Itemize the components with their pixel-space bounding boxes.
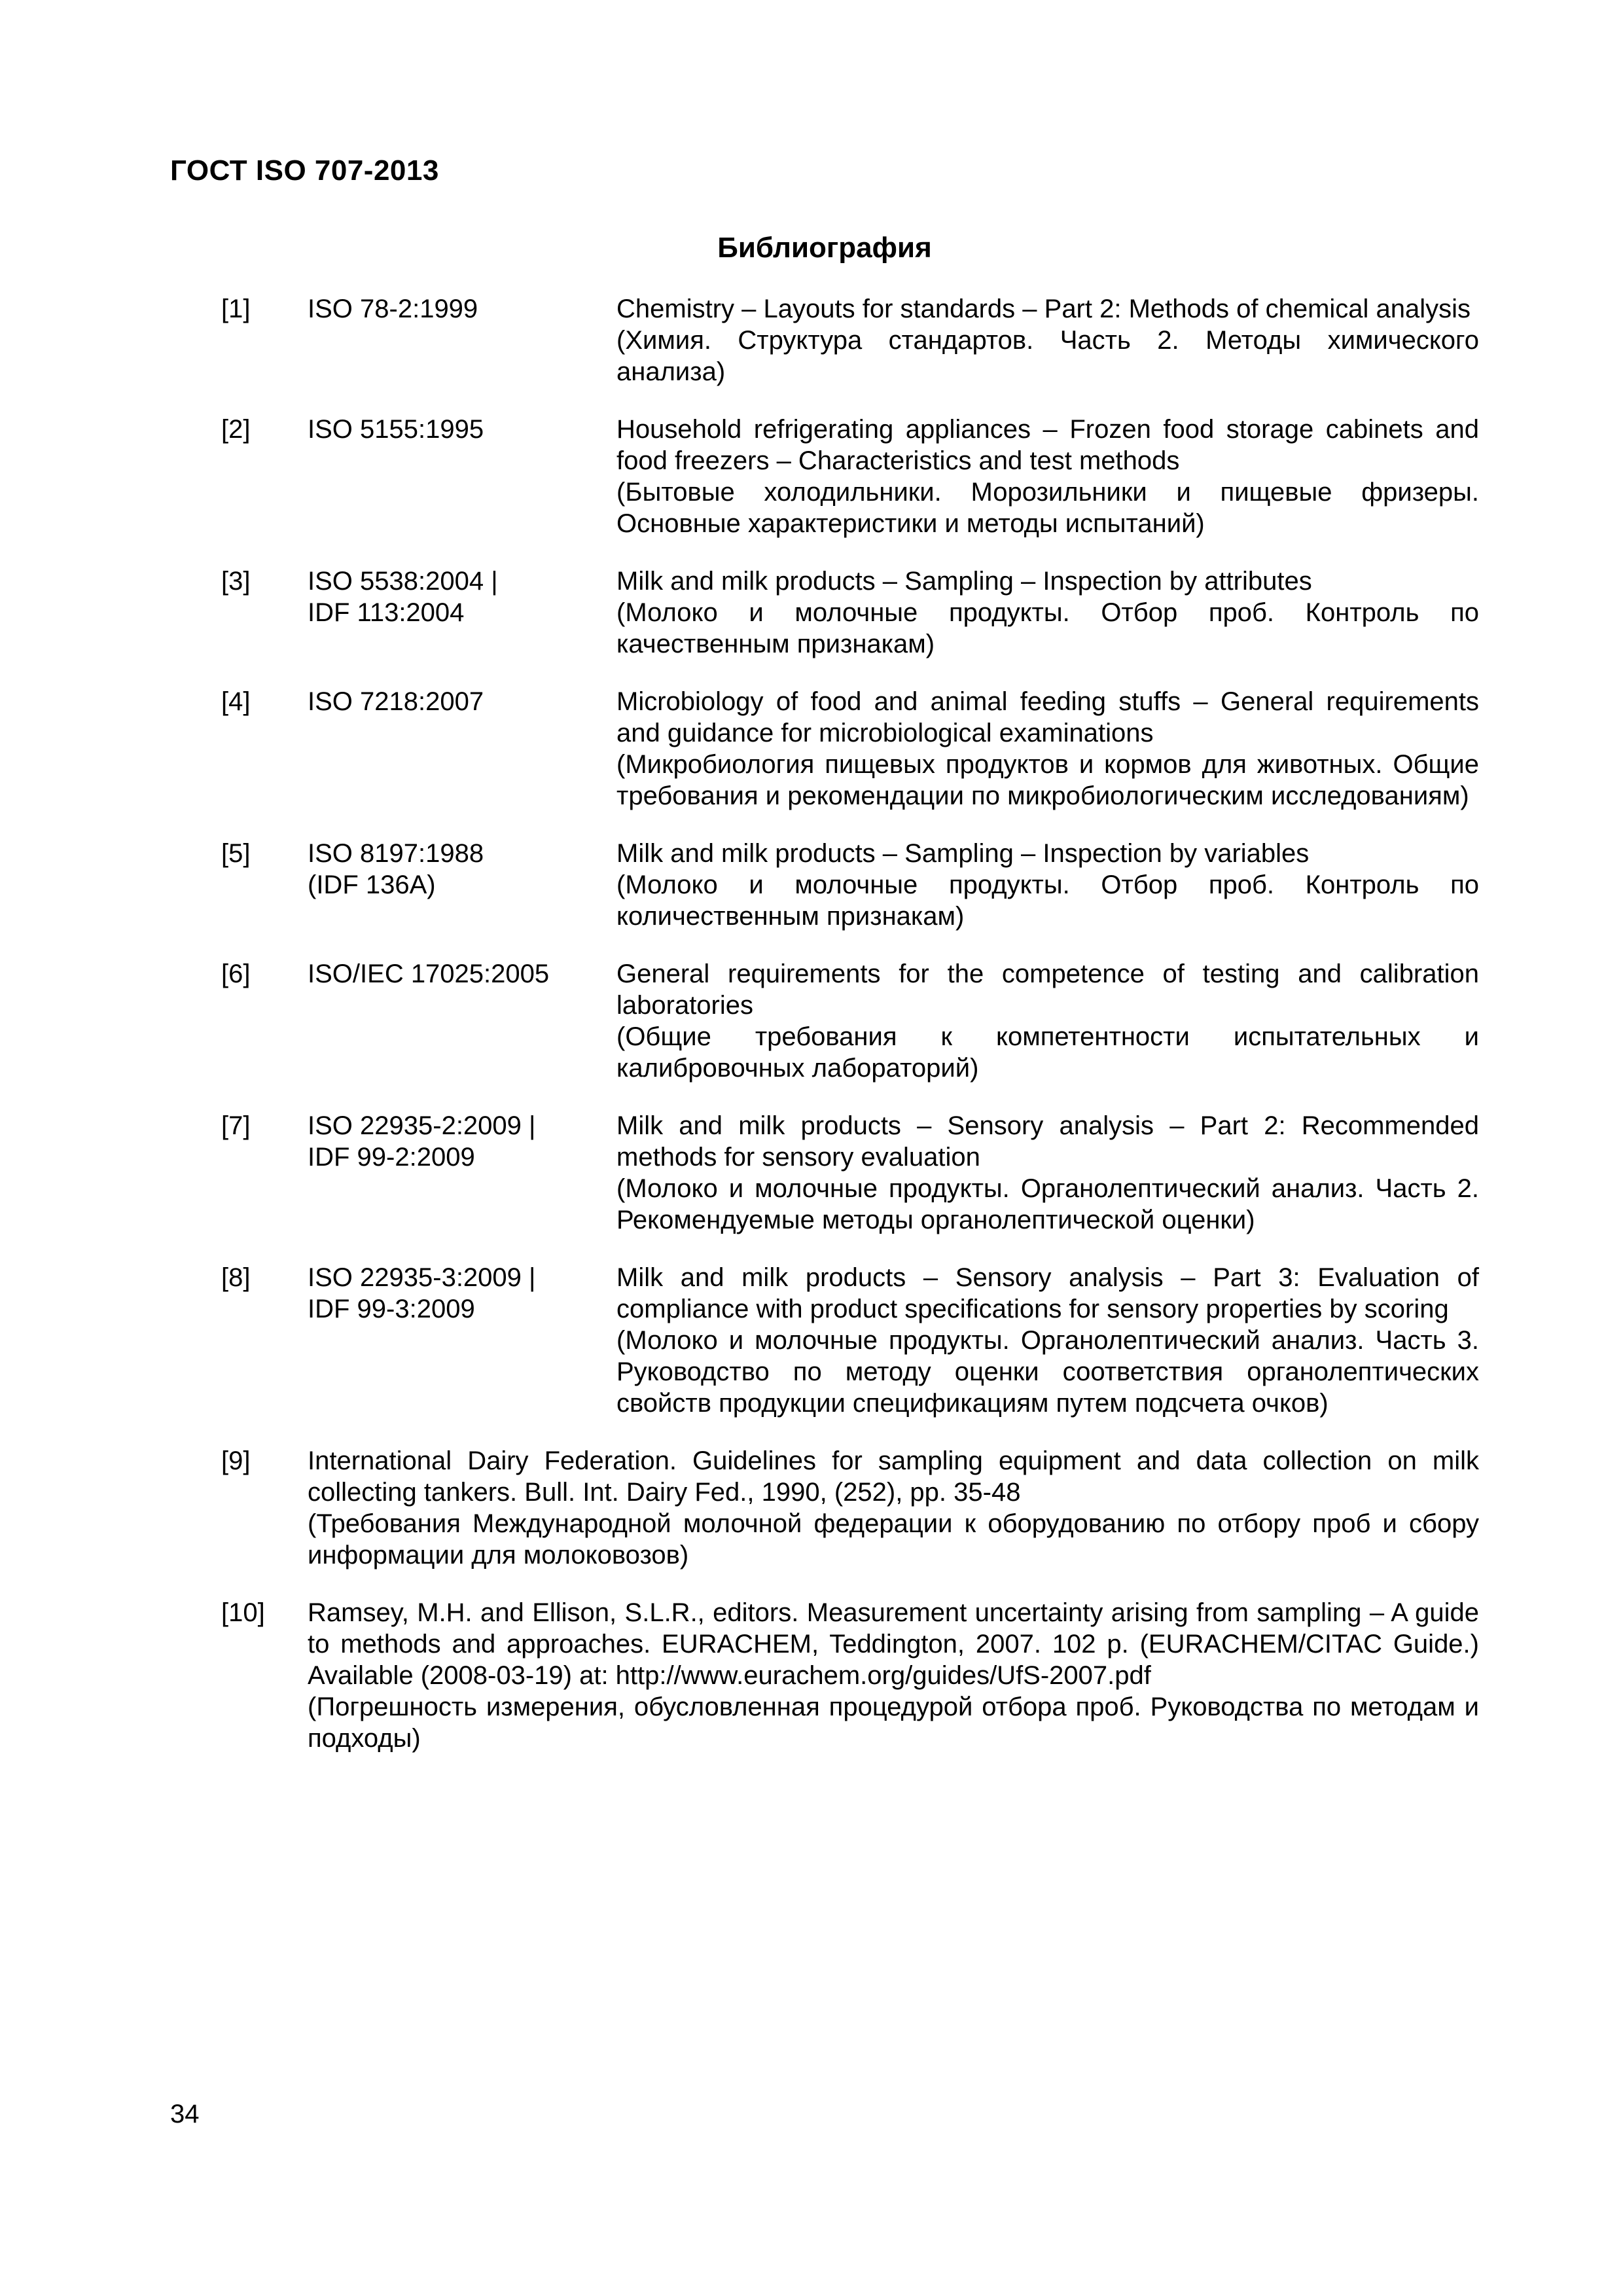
bibliography-list bbox=[221, 293, 1479, 1780]
entry-text-ru: (Молоко и молочные продукты. Отбор проб. Контроль по количественным признакам) bbox=[616, 870, 1479, 931]
entry-description bbox=[616, 1110, 1479, 1236]
bib-entry-2 bbox=[221, 414, 1479, 539]
entry-text-ru: (Молоко и молочные продукты. Органолептический анализ. Часть 2. Рекомендуемые методы органолептической оценки) bbox=[616, 1174, 1479, 1234]
entry-text-en: General requirements for the competence of testing and calibration laboratories bbox=[616, 960, 1479, 1020]
bib-entry-4 bbox=[221, 686, 1479, 812]
bib-entry-3 bbox=[221, 565, 1479, 660]
bibliography-title: Библиография bbox=[717, 232, 932, 264]
entry-text-en: Household refrigerating appliances – Frozen food storage cabinets and food freezers – Characteristics and test methods bbox=[616, 415, 1479, 475]
entry-description bbox=[308, 1597, 1479, 1754]
entry-description bbox=[616, 565, 1479, 660]
entry-text-ru: (Молоко и молочные продукты. Отбор проб. Контроль по качественным признакам) bbox=[616, 598, 1479, 658]
entry-text-en: Milk and milk products – Sensory analysis – Part 2: Recommended methods for sensory evaluation bbox=[616, 1111, 1479, 1172]
entry-text-en: Milk and milk products – Sampling – Inspection by variables bbox=[616, 839, 1310, 868]
entry-number: [2] bbox=[221, 415, 251, 444]
entry-number: [1] bbox=[221, 295, 251, 323]
entry-reference: ISO 22935-2:2009 | IDF 99-2:2009 bbox=[308, 1111, 536, 1172]
entry-number: [4] bbox=[221, 687, 251, 716]
entry-text-ru: (Микробиология пищевых продуктов и кормов для животных. Общие требования и рекомендации по микробиологическим исследованиям) bbox=[616, 750, 1479, 810]
entry-description bbox=[308, 1445, 1479, 1571]
entry-description bbox=[616, 838, 1479, 932]
entry-text-en: International Dairy Federation. Guidelines for sampling equipment and data collection on milk collecting tankers. Bull. Int. Dairy Fed., 1990, (252), pp. 35-48 bbox=[308, 1446, 1479, 1507]
document-header: ГОСТ ISO 707-2013 bbox=[170, 154, 439, 187]
entry-description bbox=[616, 293, 1479, 387]
entry-reference: ISO 22935-3:2009 | IDF 99-3:2009 bbox=[308, 1263, 536, 1323]
entry-text-en: Milk and milk products – Sampling – Inspection by attributes bbox=[616, 567, 1312, 596]
bib-entry-9 bbox=[221, 1445, 1479, 1571]
bib-entry-7 bbox=[221, 1110, 1479, 1236]
entry-number: [5] bbox=[221, 839, 251, 868]
bib-entry-10 bbox=[221, 1597, 1479, 1754]
entry-number: [9] bbox=[221, 1446, 251, 1475]
page-number: 34 bbox=[170, 2100, 200, 2128]
entry-reference: ISO 5155:1995 bbox=[308, 415, 484, 444]
entry-reference: ISO 8197:1988 (IDF 136A) bbox=[308, 839, 484, 899]
bib-entry-6 bbox=[221, 958, 1479, 1084]
entry-text-en: Microbiology of food and animal feeding stuffs – General requirements and guidance for microbiological examinations bbox=[616, 687, 1479, 747]
bib-entry-5 bbox=[221, 838, 1479, 932]
entry-description bbox=[616, 414, 1479, 539]
entry-reference: ISO/IEC 17025:2005 bbox=[308, 960, 550, 988]
entry-reference: ISO 7218:2007 bbox=[308, 687, 484, 716]
entry-text-ru: (Погрешность измерения, обусловленная процедурой отбора проб. Руководства по методам и подходы) bbox=[308, 1693, 1479, 1753]
entry-number: [8] bbox=[221, 1263, 251, 1292]
entry-text-ru: (Молоко и молочные продукты. Органолептический анализ. Часть 3. Руководство по методу оценки соответствия органолептических свойств продукции спецификациям путем подсчета очков) bbox=[616, 1326, 1479, 1418]
entry-text-ru: (Общие требования к компетентности испытательных и калибровочных лабораторий) bbox=[616, 1022, 1479, 1083]
entry-text-ru: (Требования Международной молочной федерации к оборудованию по отбору проб и сбору информации для молоковозов) bbox=[308, 1509, 1479, 1570]
bib-entry-1 bbox=[221, 293, 1479, 387]
entry-number: [7] bbox=[221, 1111, 251, 1140]
bib-entry-8 bbox=[221, 1262, 1479, 1419]
entry-description bbox=[616, 958, 1479, 1084]
entry-reference: ISO 5538:2004 | IDF 113:2004 bbox=[308, 567, 498, 627]
entry-text-en: Milk and milk products – Sensory analysis – Part 3: Evaluation of compliance with product specifications for sensory properties by scoring bbox=[616, 1263, 1479, 1323]
entry-reference: ISO 78-2:1999 bbox=[308, 295, 478, 323]
entry-description bbox=[616, 1262, 1479, 1419]
entry-number: [6] bbox=[221, 960, 251, 988]
entry-description bbox=[616, 686, 1479, 812]
entry-text-ru: (Бытовые холодильники. Морозильники и пищевые фризеры. Основные характеристики и методы испытаний) bbox=[616, 478, 1479, 538]
entry-number: [10] bbox=[221, 1598, 265, 1627]
entry-number: [3] bbox=[221, 567, 251, 596]
entry-text-en: Ramsey, M.H. and Ellison, S.L.R., editors. Measurement uncertainty arising from sampling – A guide to methods and approaches. EURACHEM, Teddington, 2007. 102 p. (EURACHEM/CITAC Guide.) Available (2008-03-19) at: http://www.eurachem.org/guides/UfS-2007.pdf bbox=[308, 1598, 1479, 1690]
entry-text-ru: (Химия. Структура стандартов. Часть 2. Методы химического анализа) bbox=[616, 326, 1479, 386]
entry-text-en: Chemistry – Layouts for standards – Part 2: Methods of chemical analysis bbox=[616, 295, 1471, 323]
